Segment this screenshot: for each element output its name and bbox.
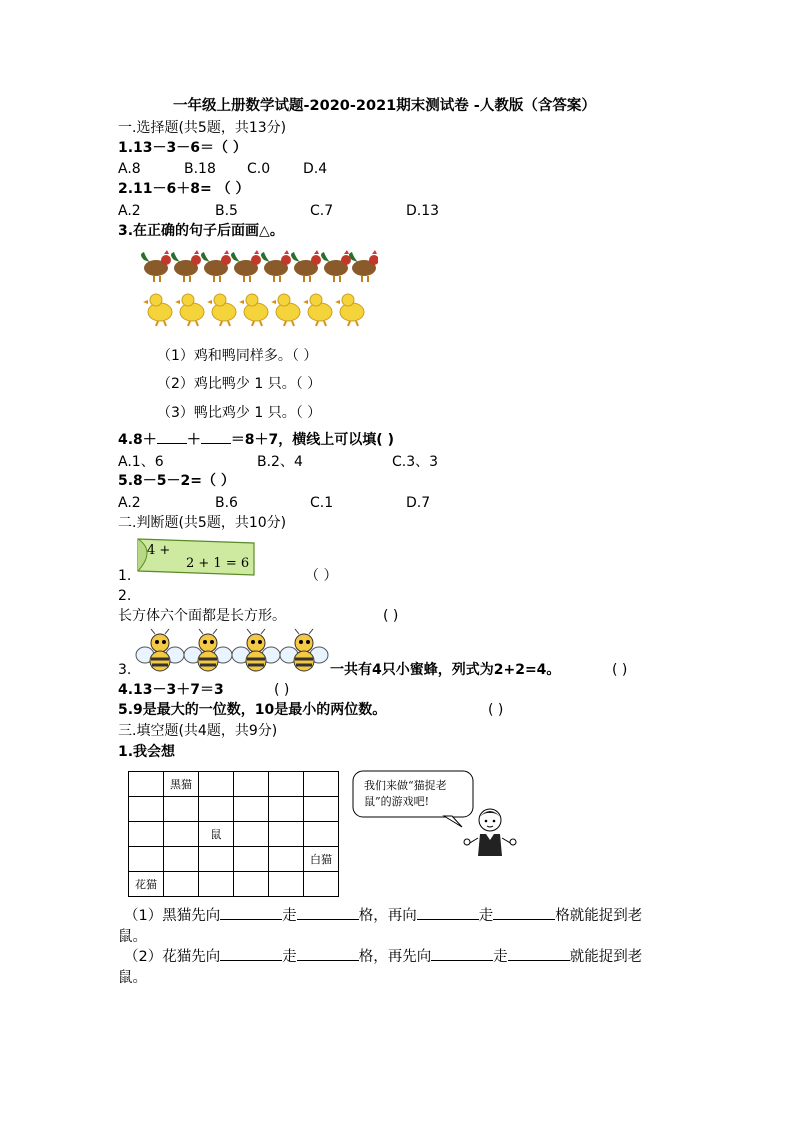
- q5-option-d: D.7: [406, 495, 431, 511]
- boy-image: [462, 804, 518, 862]
- page-title: 一年级上册数学试题-2020-2021期末测试卷 -人教版（含答案）: [173, 98, 596, 114]
- q5-option-c: C.1: [310, 495, 334, 511]
- s3-q1-line-2: [124, 948, 642, 966]
- q4-option-b: B.2、4: [257, 454, 303, 470]
- line2-part-a: （2）花猫先向: [124, 949, 221, 965]
- s2-q1-paren: （ ）: [305, 568, 338, 584]
- banner-text-b: 2 + 1 = 6: [186, 556, 250, 571]
- q1-option-c: C.0: [247, 161, 271, 177]
- line2-part-d: 走: [493, 949, 508, 965]
- q5-stem: 5.8－5－2=（ ）: [118, 473, 235, 489]
- q2-option-c: C.7: [310, 203, 334, 219]
- rooster-row: [141, 250, 378, 282]
- equation-banner-image: [136, 537, 256, 577]
- line2-blank-4[interactable]: [508, 960, 570, 961]
- q4-stem-part-c: ＝8＋7，横线上可以填( ): [230, 432, 394, 448]
- q1-option-b: B.18: [184, 161, 216, 177]
- q2-option-a: A.2: [118, 203, 141, 219]
- s2-q3-number: 3.: [118, 662, 132, 678]
- q5-option-b: B.6: [215, 495, 238, 511]
- section3-heading: 三.填空题(共4题，共9分): [118, 723, 278, 739]
- s2-q3-text: 一共有4只小蜜蜂，列式为2+2=4。: [330, 662, 561, 678]
- s2-q2-text: 长方体六个面都是长方形。: [118, 608, 286, 624]
- s3-q1-line-1: [124, 907, 642, 925]
- q4-stem: [118, 431, 394, 449]
- line1-blank-4[interactable]: [493, 919, 555, 920]
- grid-row: [129, 797, 339, 822]
- cat-mouse-grid: [128, 771, 339, 897]
- s2-q3-paren: ( ): [612, 662, 628, 678]
- line1-part-c: 格，再向: [358, 908, 417, 924]
- section2-heading: 二.判断题(共5题，共10分): [118, 515, 287, 531]
- s3-q1-line-1-wrap: 鼠。: [118, 929, 147, 945]
- line2-part-b: 走: [282, 949, 297, 965]
- grid-row: [129, 872, 339, 897]
- roosters-and-ducks-image: [138, 248, 378, 328]
- mouse-cell: 鼠: [199, 822, 234, 847]
- duck-row: [143, 294, 364, 326]
- q1-option-a: A.8: [118, 161, 141, 177]
- line2-blank-3[interactable]: [431, 960, 493, 961]
- speech-bubble-text: 我们来做“猫捉老鼠”的游戏吧!: [364, 779, 447, 808]
- flower-cat-cell: 花猫: [129, 872, 164, 897]
- line2-blank-2[interactable]: [297, 960, 359, 961]
- s2-q2-number: 2.: [118, 588, 132, 604]
- q3-choice-3: （3）鸭比鸡少 1 只。（ ）: [157, 405, 322, 421]
- s2-q4-text: 4.13－3＋7＝3: [118, 682, 224, 698]
- line1-blank-2[interactable]: [297, 919, 359, 920]
- s3-q1-title: 1.我会想: [118, 744, 176, 760]
- q4-stem-part-a: 4.8＋: [118, 432, 157, 448]
- q2-option-b: B.5: [215, 203, 238, 219]
- white-cat-cell: 白猫: [304, 847, 339, 872]
- line1-part-b: 走: [282, 908, 297, 924]
- line1-blank-3[interactable]: [417, 919, 479, 920]
- q4-option-c: C.3、3: [392, 454, 439, 470]
- q2-option-d: D.13: [406, 203, 440, 219]
- bees-image: [135, 627, 330, 673]
- line1-blank-1[interactable]: [220, 919, 282, 920]
- q2-stem: 2.11－6＋8= （ ）: [118, 181, 250, 197]
- grid-row: [129, 822, 339, 847]
- line2-part-e: 就能捉到老: [569, 949, 643, 965]
- q3-choice-2: （2）鸡比鸭少 1 只。（ ）: [157, 376, 322, 392]
- line1-part-a: （1）黑猫先向: [124, 908, 221, 924]
- q4-option-a: A.1、6: [118, 454, 164, 470]
- line2-blank-1[interactable]: [220, 960, 282, 961]
- q4-blank-1: [157, 443, 187, 444]
- line1-part-d: 走: [478, 908, 494, 924]
- s2-q4-paren: ( ): [274, 682, 290, 698]
- q4-blank-2: [201, 443, 231, 444]
- s3-q1-line-2-wrap: 鼠。: [118, 970, 147, 986]
- line1-part-e: 格就能捉到老: [555, 908, 643, 924]
- grid-row: [129, 772, 339, 797]
- s2-q2-paren: ( ): [383, 608, 399, 624]
- grid-row: [129, 847, 339, 872]
- black-cat-cell: 黑猫: [164, 772, 199, 797]
- s2-q1-number: 1.: [118, 568, 132, 584]
- s2-q5-text: 5.9是最大的一位数，10是最小的两位数。: [118, 702, 387, 718]
- s2-q5-paren: ( ): [488, 702, 504, 718]
- q4-stem-part-b: ＋: [186, 432, 201, 448]
- section1-heading: 一.选择题(共5题，共13分): [118, 120, 287, 136]
- line2-part-c: 格，再先向: [358, 949, 432, 965]
- q1-stem: 1.13－3－6＝（ ）: [118, 140, 247, 156]
- q3-stem: 3.在正确的句子后面画△。: [118, 223, 284, 239]
- q5-option-a: A.2: [118, 495, 141, 511]
- banner-text-a: 4 +: [147, 543, 171, 558]
- q3-choice-1: （1）鸡和鸭同样多。（ ）: [157, 348, 318, 364]
- q1-option-d: D.4: [303, 161, 328, 177]
